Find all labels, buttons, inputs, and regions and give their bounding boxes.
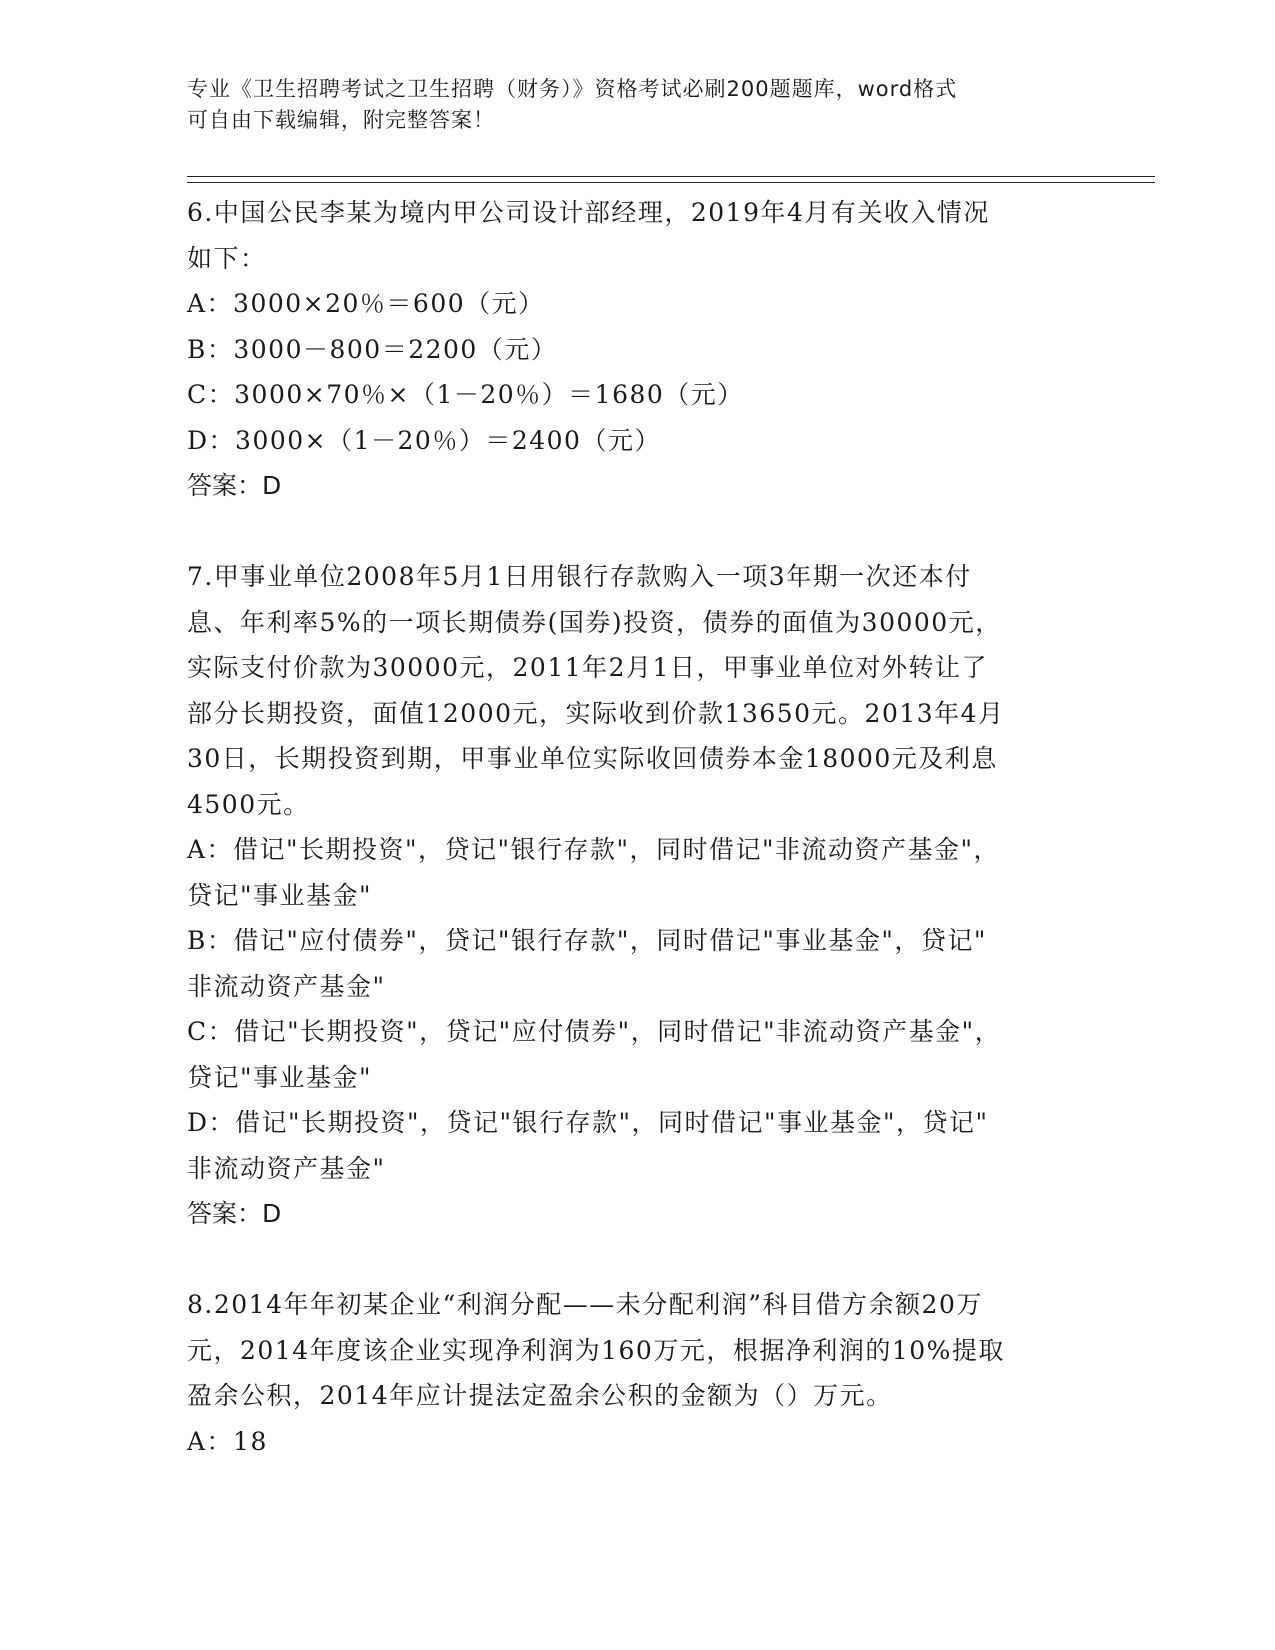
- spacer: [187, 509, 1087, 555]
- spacer: [187, 1237, 1087, 1283]
- question-stem-line: 30日，长期投资到期，甲事业单位实际收回债券本金18000元及利息: [187, 744, 998, 773]
- question-7: [187, 554, 1087, 1237]
- answer: 答案：D: [187, 471, 282, 500]
- option-a: A：18: [187, 1426, 268, 1456]
- header-line: 专业《卫生招聘考试之卫生招聘（财务）》资格考试必刷200题题库，word格式: [187, 77, 958, 101]
- option-b: B：借记"应付债券"，贷记"银行存款"，同时借记"事业基金"，贷记": [187, 926, 987, 955]
- question-stem-line: 息、年利率5%的一项长期债券(国券)投资，债券的面值为30000元，: [187, 607, 1002, 637]
- option-c-continued: 贷记"事业基金": [187, 1062, 372, 1092]
- option-b-continued: 非流动资产基金": [187, 971, 386, 1001]
- question-stem-line: 实际支付价款为30000元，2011年2月1日，甲事业单位对外转让了: [187, 653, 988, 682]
- option-a-continued: 贷记"事业基金": [187, 880, 372, 910]
- question-6: [187, 190, 1087, 509]
- option-b: B：3000－800＝2200（元）: [187, 334, 558, 364]
- option-c: C：3000×70％×（1－20％）＝1680（元）: [187, 380, 744, 409]
- question-stem-line: 8.2014年年初某企业“利润分配——未分配利润”科目借方余额20万: [187, 1290, 983, 1319]
- question-list: [187, 190, 1087, 1464]
- header-divider: [187, 182, 1155, 183]
- option-d: D：借记"长期投资"，贷记"银行存款"，同时借记"事业基金"，贷记": [187, 1108, 989, 1137]
- question-stem-line: 如下：: [187, 243, 267, 273]
- question-stem-line: 4500元。: [187, 789, 310, 819]
- question-stem-line: 7.甲事业单位2008年5月1日用银行存款购入一项3年期一次还本付: [187, 562, 972, 591]
- header-line: 可自由下载编辑，附完整答案！: [187, 108, 495, 132]
- question-stem-line: 元，2014年度该企业实现净利润为160万元，根据净利润的10%提取: [187, 1335, 1005, 1365]
- option-d: D：3000×（1－20％）＝2400（元）: [187, 425, 661, 455]
- question-stem-line: 部分长期投资，面值12000元，实际收到价款13650元。2013年4月: [187, 698, 1005, 728]
- question-stem-line: 6.中国公民李某为境内甲公司设计部经理，2019年4月有关收入情况: [187, 198, 990, 227]
- option-c: C：借记"长期投资"，贷记"应付债券"，同时借记"非流动资产基金"，: [187, 1017, 1002, 1046]
- option-a: A：3000×20％＝600（元）: [187, 289, 545, 318]
- header-divider: [187, 176, 1155, 177]
- question-stem-line: 盈余公积，2014年应计提法定盈余公积的金额为（）万元。: [187, 1381, 893, 1410]
- question-8: [187, 1282, 1087, 1464]
- option-a: A：借记"长期投资"，贷记"银行存款"，同时借记"非流动资产基金"，: [187, 835, 1001, 864]
- option-d-continued: 非流动资产基金": [187, 1153, 386, 1183]
- page-header: [187, 74, 1087, 136]
- answer: 答案：D: [187, 1199, 282, 1228]
